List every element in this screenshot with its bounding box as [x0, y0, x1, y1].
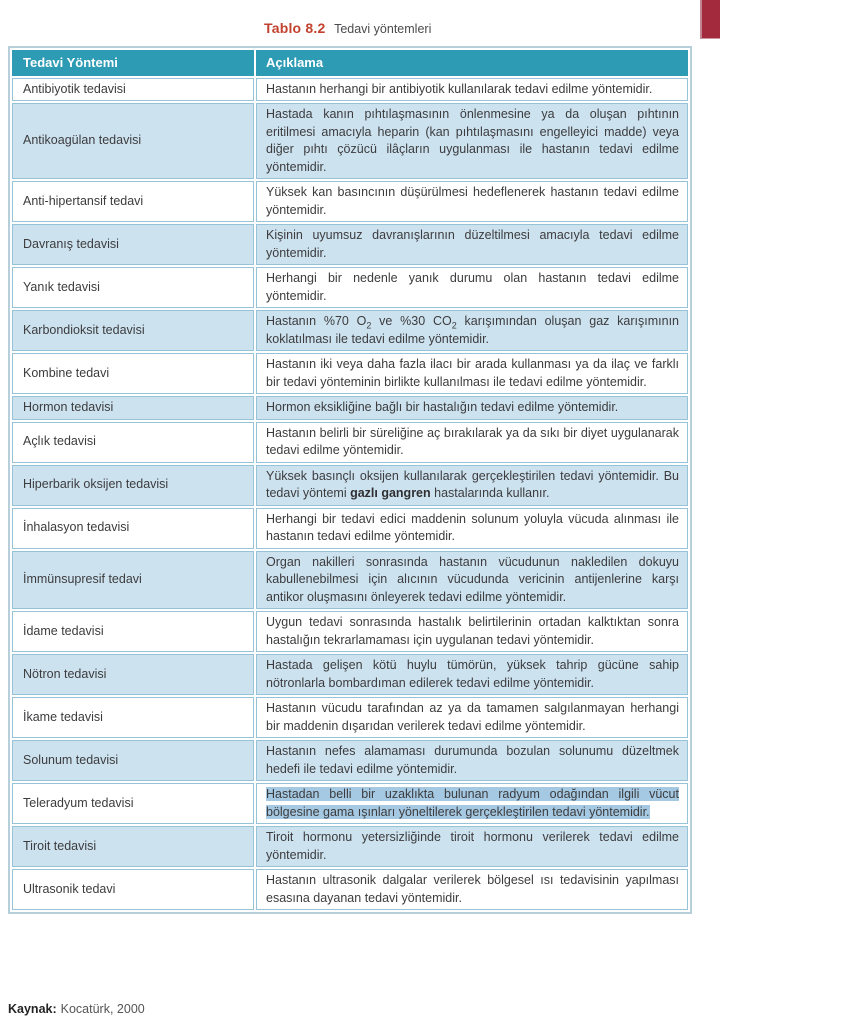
method-cell: Nötron tedavisi — [12, 654, 254, 695]
description-text: Hormon eksikliğine bağlı bir hastalığın tedavi edilme yöntemidir. — [266, 400, 619, 414]
description-text: Organ nakilleri sonrasında hastanın vücudunun nakledilen dokuyu kabullenebilmesi için alıcının vücudunda vericinin antijenlerine karşı antikor oluşmasını önleyerek tedavi edilme yöntemidir. — [266, 554, 679, 604]
method-cell: Yanık tedavisi — [12, 267, 254, 308]
description-cell — [256, 310, 688, 351]
method-cell: Anti-hipertansif tedavi — [12, 181, 254, 222]
description-text: Hastanın ultrasonik dalgalar verilerek bölgesel ısı tedavisinin yapılması esasına dayanan tedavi yöntemidir. — [266, 873, 679, 905]
method-cell: İnhalasyon tedavisi — [12, 508, 254, 549]
table-row — [12, 697, 688, 738]
table-row — [12, 740, 688, 781]
treatment-methods-table — [8, 46, 692, 914]
table-row — [12, 826, 688, 867]
description-text: Hastanın belirli bir süreliğine aç bırakılarak ya da sıkı bir diyet uygulanarak tedavi edilme yöntemidir. — [266, 425, 679, 457]
description-cell — [256, 869, 688, 910]
description-cell — [256, 611, 688, 652]
table-row — [12, 611, 688, 652]
description-cell — [256, 224, 688, 265]
column-header-description: Açıklama — [256, 50, 688, 76]
description-text: Hastanın vücudu tarafından az ya da tamamen salgılanmayan herhangi bir maddenin dışarıdan verilerek tedavi edilme yöntemidir. — [266, 701, 679, 733]
description-cell — [256, 551, 688, 610]
description-text: karışımından oluşan gaz karışımının koklatılması ile tedavi edilme yöntemidir. — [266, 314, 680, 346]
subscript-text: 2 — [451, 320, 457, 331]
description-cell — [256, 654, 688, 695]
description-text: Herhangi bir tedavi edici maddenin solunum yoluyla vücuda alınması ile hastanın tedavi edilme yöntemidir. — [266, 511, 679, 543]
description-text: Kişinin uyumsuz davranışlarının düzeltilmesi amacıyla tedavi edilme yöntemidir. — [266, 228, 679, 260]
table-row — [12, 310, 688, 351]
description-text: ve %30 CO — [371, 314, 452, 328]
description-text: Hastanın iki veya daha fazla ilacı bir arada kullanması ya da ilaç ve farklı bir tedavi yönteminin birlikte kullanılması ile tedavi edilme yöntemidir. — [266, 357, 679, 389]
method-cell: İdame tedavisi — [12, 611, 254, 652]
description-text: Hastanın %70 O — [266, 314, 367, 328]
method-cell: Davranış tedavisi — [12, 224, 254, 265]
description-text: Hastada kanın pıhtılaşmasının önlenmesine ya da oluşan pıhtının eritilmesi amacıyla heparin (kan pıhtılaşmasını engelleyici madde) veya diğer pıhtı çözücü ilâçların uygulanması ile hastanın tedavi edilme yöntemidir. — [266, 107, 679, 174]
table-row — [12, 465, 688, 506]
table-row — [12, 783, 688, 824]
description-text: Tiroit hormonu yetersizliğinde tiroit hormonu verilerek tedavi edilme yöntemidir. — [266, 830, 679, 862]
source-text: Kocatürk, 2000 — [60, 1002, 145, 1016]
table-caption-number: Tablo 8.2 — [264, 20, 326, 36]
table-row — [12, 353, 688, 394]
description-text: Herhangi bir nedenle yanık durumu olan hastanın tedavi edilme yöntemidir. — [266, 271, 679, 303]
method-cell: Ultrasonik tedavi — [12, 869, 254, 910]
description-cell — [256, 422, 688, 463]
description-text: Yüksek basınçlı oksijen kullanılarak gerçekleştirilen tedavi yöntemidir. Bu tedavi yöntemi — [266, 468, 679, 500]
table-row — [12, 103, 688, 179]
description-cell — [256, 826, 688, 867]
source-note — [8, 1002, 145, 1016]
method-cell: Açlık tedavisi — [12, 422, 254, 463]
method-cell: Teleradyum tedavisi — [12, 783, 254, 824]
description-text: Uygun tedavi sonrasında hastalık belirtilerinin ortadan kalktıktan sonra hastalığın tekrarlamaması için uygulanan tedavi yöntemidir. — [266, 615, 679, 647]
table-row — [12, 396, 688, 420]
description-cell — [256, 78, 688, 102]
text-selection-highlight: Hastadan belli bir uzaklıkta bulunan radyum odağından ilgili vücut bölgesine gama ışınları yöneltilerek gerçekleştirilen tedavi yöntemidir. — [266, 787, 679, 819]
table-caption — [264, 20, 431, 36]
table-row — [12, 267, 688, 308]
table-row — [12, 551, 688, 610]
description-cell — [256, 465, 688, 506]
table-row — [12, 181, 688, 222]
bookmark-ribbon — [700, 0, 720, 39]
description-cell — [256, 396, 688, 420]
description-cell — [256, 697, 688, 738]
method-cell: Karbondioksit tedavisi — [12, 310, 254, 351]
table-row — [12, 654, 688, 695]
description-cell — [256, 181, 688, 222]
description-text: Hastanın nefes alamaması durumunda bozulan solunumu düzeltmek hedefi ile tedavi edilme yöntemidir. — [266, 744, 679, 776]
method-cell: Solunum tedavisi — [12, 740, 254, 781]
method-cell: Antikoagülan tedavisi — [12, 103, 254, 179]
description-text: hastalarında kullanır. — [430, 486, 550, 500]
source-label: Kaynak: — [8, 1002, 57, 1016]
description-cell — [256, 267, 688, 308]
method-cell: Hormon tedavisi — [12, 396, 254, 420]
table-row — [12, 508, 688, 549]
method-cell: İkame tedavisi — [12, 697, 254, 738]
table-caption-title: Tedavi yöntemleri — [334, 22, 432, 36]
description-cell — [256, 508, 688, 549]
table-row — [12, 869, 688, 910]
method-cell: İmmünsupresif tedavi — [12, 551, 254, 610]
description-text: Hastada gelişen kötü huylu tümörün, yüksek tahrip gücüne sahip nötronlarla bombardıman edilerek tedavi edilme yöntemidir. — [266, 658, 679, 690]
description-text: Hastanın herhangi bir antibiyotik kullanılarak tedavi edilme yöntemidir. — [266, 81, 653, 96]
description-cell — [256, 740, 688, 781]
method-cell: Antibiyotik tedavisi — [12, 78, 254, 102]
column-header-method: Tedavi Yöntemi — [12, 50, 254, 76]
table-body — [12, 78, 688, 911]
method-cell: Tiroit tedavisi — [12, 826, 254, 867]
description-cell — [256, 103, 688, 179]
description-text: Yüksek kan basıncının düşürülmesi hedeflenerek hastanın tedavi edilme yöntemidir. — [266, 185, 679, 217]
bold-text: gazlı gangren — [350, 486, 431, 500]
table-header-row — [12, 50, 688, 76]
description-cell — [256, 783, 688, 824]
table-row — [12, 78, 688, 102]
method-cell: Hiperbarik oksijen tedavisi — [12, 465, 254, 506]
method-cell: Kombine tedavi — [12, 353, 254, 394]
table-row — [12, 422, 688, 463]
description-cell — [256, 353, 688, 394]
subscript-text: 2 — [366, 320, 372, 331]
table-header — [12, 50, 688, 76]
table-row — [12, 224, 688, 265]
